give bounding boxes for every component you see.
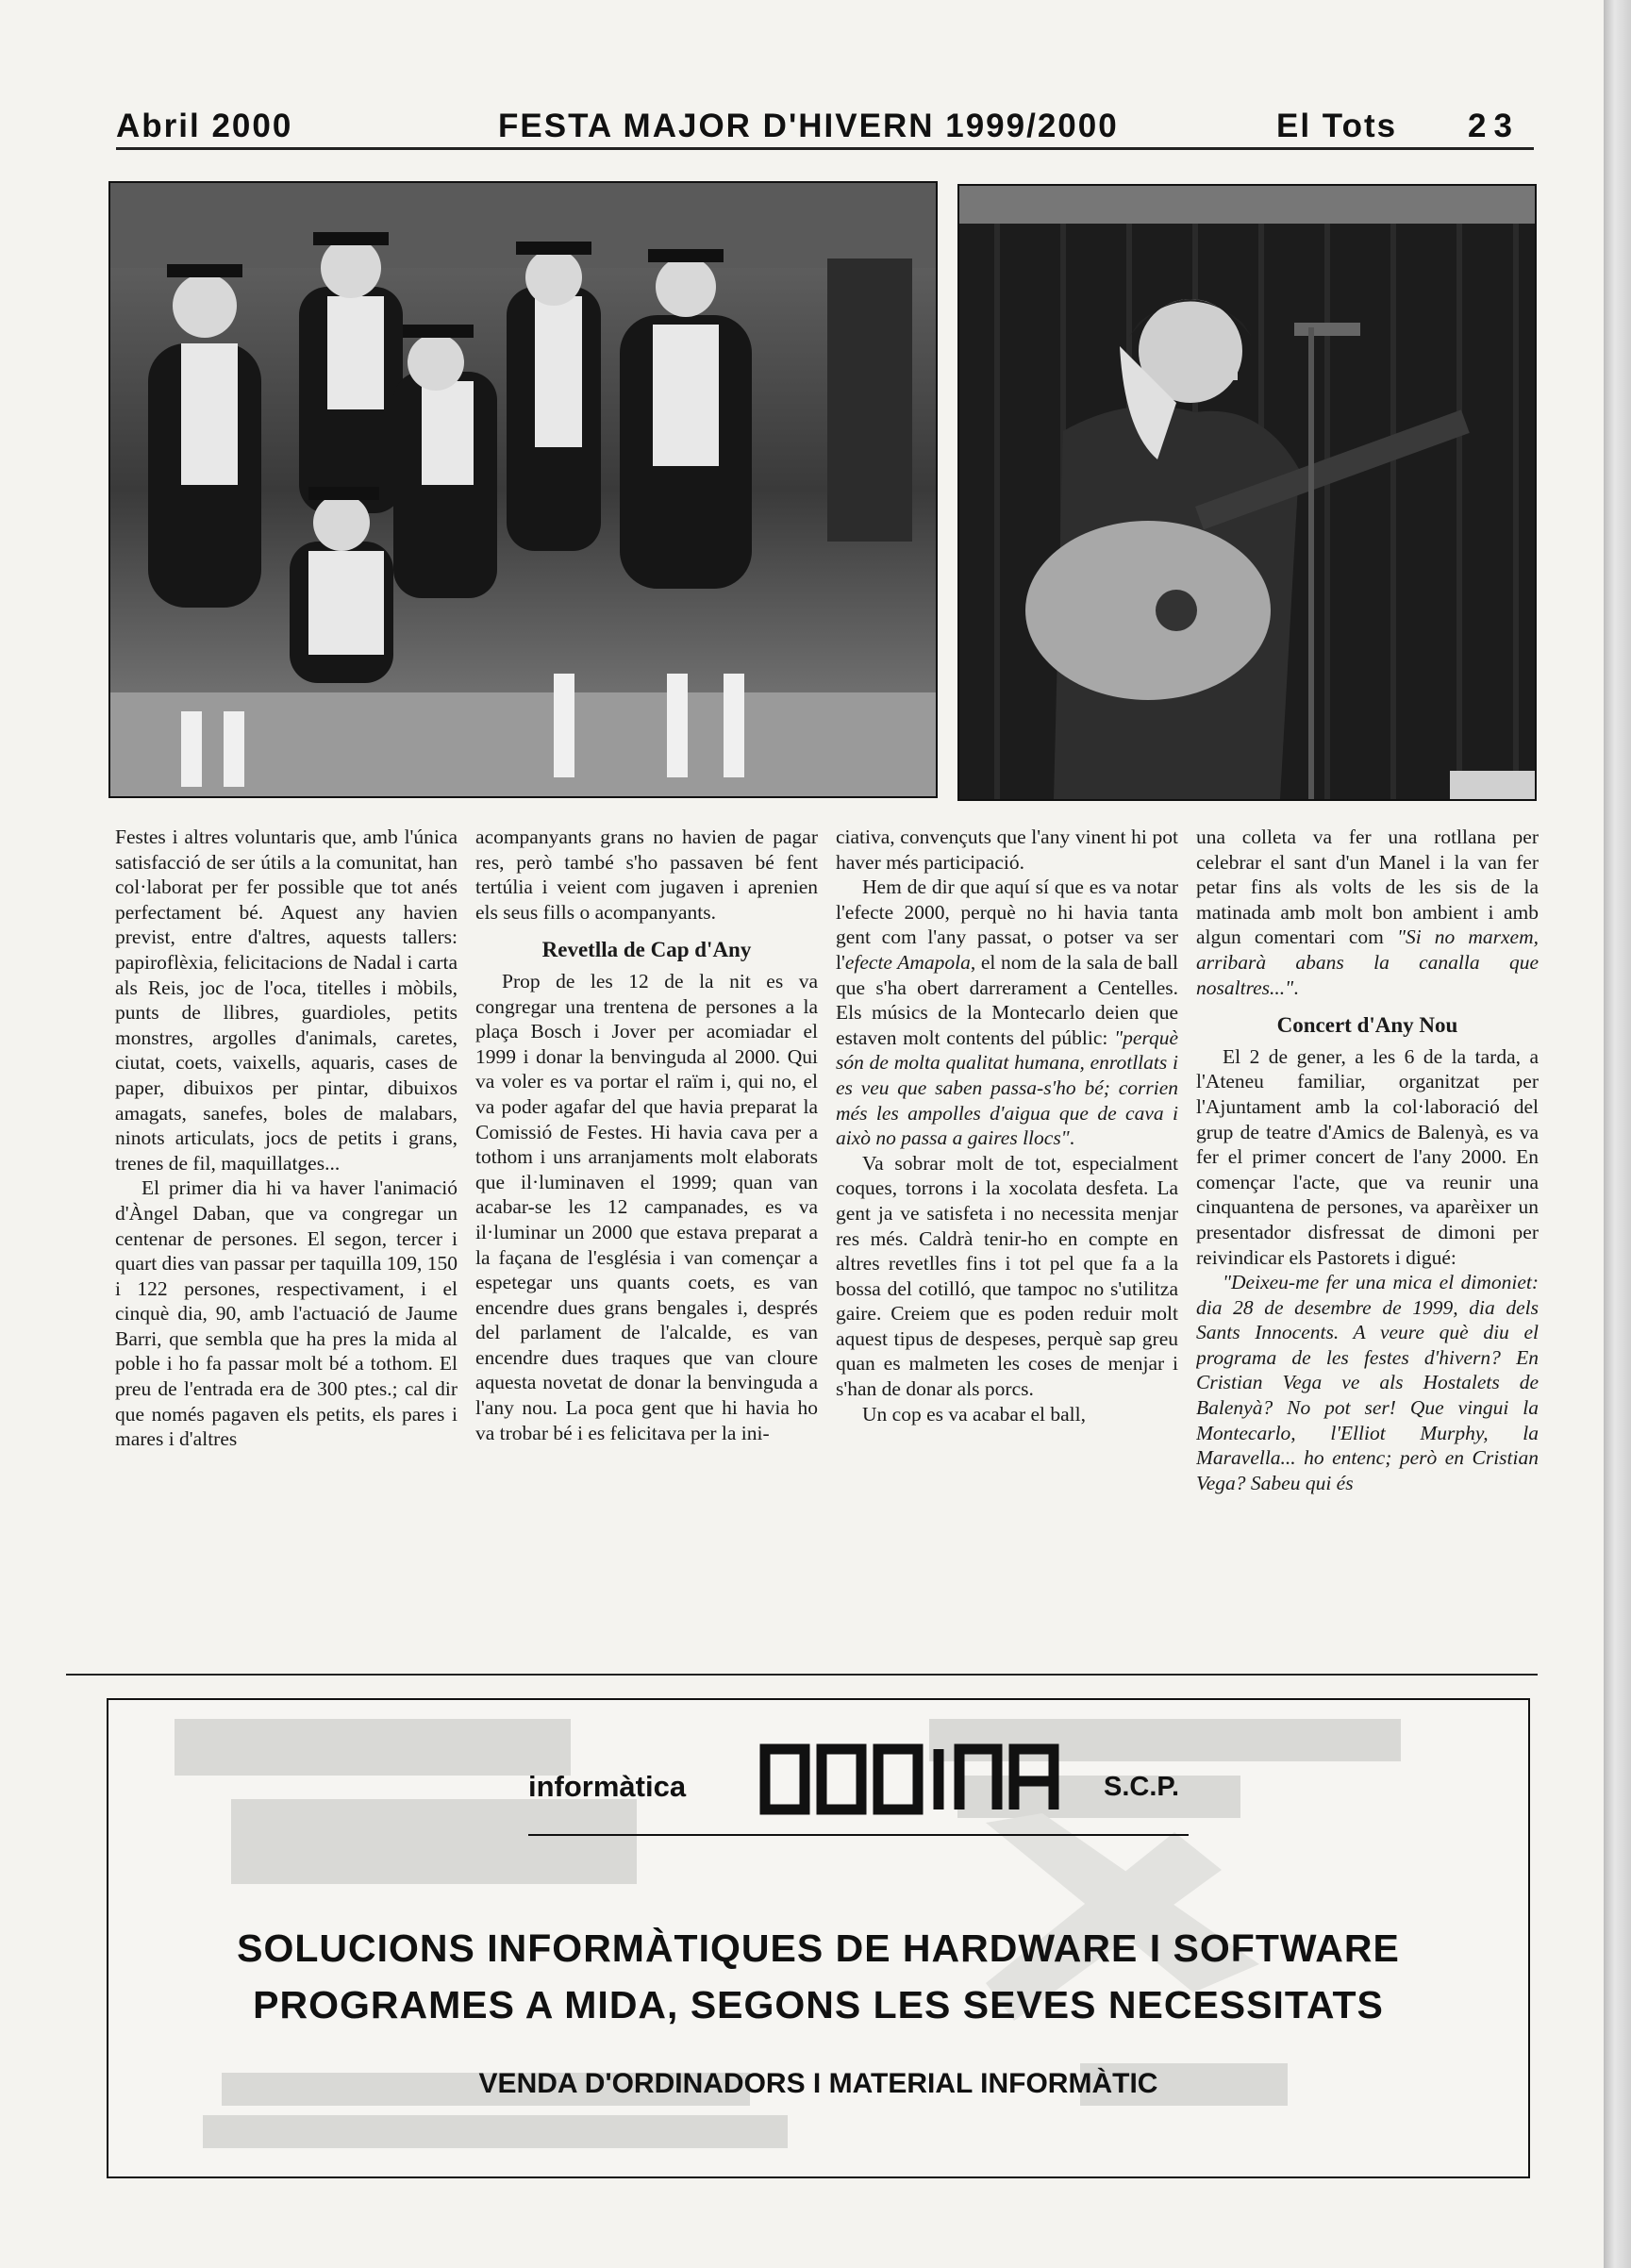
subheading-revetlla: Revetlla de Cap d'Any [541,938,752,962]
text-run: , el nom de la sala de ball que s'ha obert darrerament a Centelles. Els músics de la Montecarlo deien que estaven molt contents del públic: [836,950,1178,1049]
photo-costumed-group [108,181,938,798]
paragraph [1196,825,1539,1000]
magazine-name: El Tots [1276,108,1398,144]
subheading-concert: Concert d'Any Nou [1276,1013,1458,1038]
paragraph: Un cop es va acabar el ball, [862,1402,1086,1426]
text-run: una colleta va fer una rotllana per celebrar el sant d'un Manel i la van fer petar fins als volts de les sis de la matinada amb molt bon ambient i amb algun comentari com [1196,825,1539,949]
paragraph [1196,1270,1539,1495]
photo-costumed-group-image [110,183,936,796]
ad-logo-rule [528,1834,1189,1836]
article-column-3 [836,825,1178,1655]
article-column-4 [1196,825,1539,1655]
ad-informatica-label: informàtica [528,1770,687,1803]
quote-musicians: "perquè són de molta qualitat humana, enrotllats i es veu que saben passa-s'ho bé; corrien més les ampolles d'aigua que de cava i això no passa a gaires llocs" [836,1026,1178,1150]
advertisement-codina [107,1698,1530,2178]
page-number: 23 [1468,108,1520,144]
page-edge [1604,0,1631,2268]
text-run: . [1069,1126,1075,1150]
quote-colleta: "Si no marxem, arribarà abans la canalla que nosaltres..." [1196,926,1539,999]
issue-date: Abril 2000 [116,108,293,144]
section-rule [66,1674,1538,1676]
text-run-italic: efecte Amapola [844,950,971,974]
photo-singer-guitar-image [959,186,1535,799]
ad-scp-label: S.C.P. [1104,1772,1180,1802]
section-title: FESTA MAJOR D'HIVERN 1999/2000 [498,108,1119,144]
ad-tagline-3: VENDA D'ORDINADORS I MATERIAL INFORMÀTIC [478,2068,1158,2099]
codina-logo [757,1742,1069,1817]
paragraph: Festes i altres voluntaris que, amb l'única satisfacció de ser útils a la comunitat, han col·laborat per fer possible que tot anés perfectament bé. Aquest any havien previst, entre d'altres, aquests tallers: papiroflèxia, felicitacions de Nadal i carta als Reis, joc de l'oca, titelles i mòbils, punts de llibres, guardioles, petits monstres, argolles d'animals, caretes, ciutat, coets, vaixells, aquaris, cases de paper, dibuixos per pintar, dibuixos amagats, sanefes, boles de malabars, ninots articulats, jocs de petits i grans, trenes de fil, maquillatges... [115,825,458,1175]
paragraph: El primer dia hi va haver l'animació d'Àngel Daban, que va congregar un centenar de persones. El segon, tercer i quart dies van passar per taquilla 109, 150 i 122 persones, respectivament, i el cinquè dia, 90, amb l'actuació de Jaume Barri, que sembla que ha pres la mida al poble i ho fa passar molt bé a tothom. El preu de l'entrada era de 300 ptes.; cal dir que només pagaven els petits, els pares i mares i d'altres [115,1176,458,1451]
paragraph: El 2 de gener, a les 6 de la tarda, a l'Ateneu familiar, organitzat per l'Ajuntament amb la col·laboració del grup de teatre d'Amics de Balenyà, es va fer el primer concert de l'any 2000. En començar l'acte, que va reunir una cinquantena de persones, va aparèixer un presentador disfressat de dimoni per reivindicar els Pastorets i digué: [1196,1044,1539,1269]
paragraph: Va sobrar molt de tot, especialment coques, torrons i la xocolata desfeta. La gent ja ve satisfeta i no necessita menjar res més. Caldrà tenir-ho en compte en altres revetlles fins i tot pel que fa a la bossa del cotilló, que tampoc no s'utilitza gaire. Creiem que es poden reduir molt aquest tipus de despeses, perquè sap greu quan es malmeten les coses de menjar i s'han de donar als porcs. [836,1151,1178,1401]
ad-tagline-1: SOLUCIONS INFORMÀTIQUES DE HARDWARE I SOFTWARE [237,1926,1400,1970]
article-column-1 [115,825,458,1655]
paragraph: acompanyants grans no havien de pagar res, però també s'ho passaven bé fent tertúlia i veient com jugaven i aprenien els seus fills o acompanyants. [475,825,818,924]
text-run: . [1293,976,1299,999]
text-run: Hem de dir que aquí sí que es va notar l'efecte 2000, perquè no hi havia tanta gent com l'any passat, o potser va ser l' [836,876,1178,974]
ad-tagline-2: PROGRAMES A MIDA, SEGONS LES SEVES NECESSITATS [253,1983,1384,2026]
paragraph [836,875,1178,1151]
page-header [116,104,1534,151]
photo-singer-guitar [957,184,1537,801]
paragraph: Prop de les 12 de la nit es va congregar una trentena de persones a la plaça Bosch i Jover per acomiadar el 1999 i donar la benvinguda al 2000. Qui va voler es va portar el raïm i, qui no, el va poder agafar del que havia preparat la Comissió de Festes. Hi havia cava per a tothom i uns arranjaments molt elaborats que il·luminaven el 1999; quan van acabar-se les 12 campanades, es va il·luminar un 2000 que estava preparat a la façana de l'església i van començar a espetegar uns quants coets, es van encendre dues grans bengales i, després del parlament de l'alcalde, es van encendre dues traques que van cloure aquesta novetat de donar la benvinguda a l'any nou. La poca gent que hi havia ho va trobar bé i es felicitava per la ini- [475,969,818,1444]
paragraph: ciativa, convençuts que l'any vinent hi pot haver més participació. [836,825,1178,874]
quote-presenter: "Deixeu-me fer una mica el dimoniet: dia 28 de desembre de 1999, dia dels Sants Innocents. A veure què diu el programa de les festes d'hivern? En Cristian Vega ve als Hostalets de Balenyà? No pot ser! Que vingui la Montecarlo, l'Elliot Murphy, la Maravella... ho entenc; però en Cristian Vega? Sabeu qui és [1196,1271,1539,1494]
header-rule [116,147,1534,150]
article-column-2 [475,825,818,1655]
